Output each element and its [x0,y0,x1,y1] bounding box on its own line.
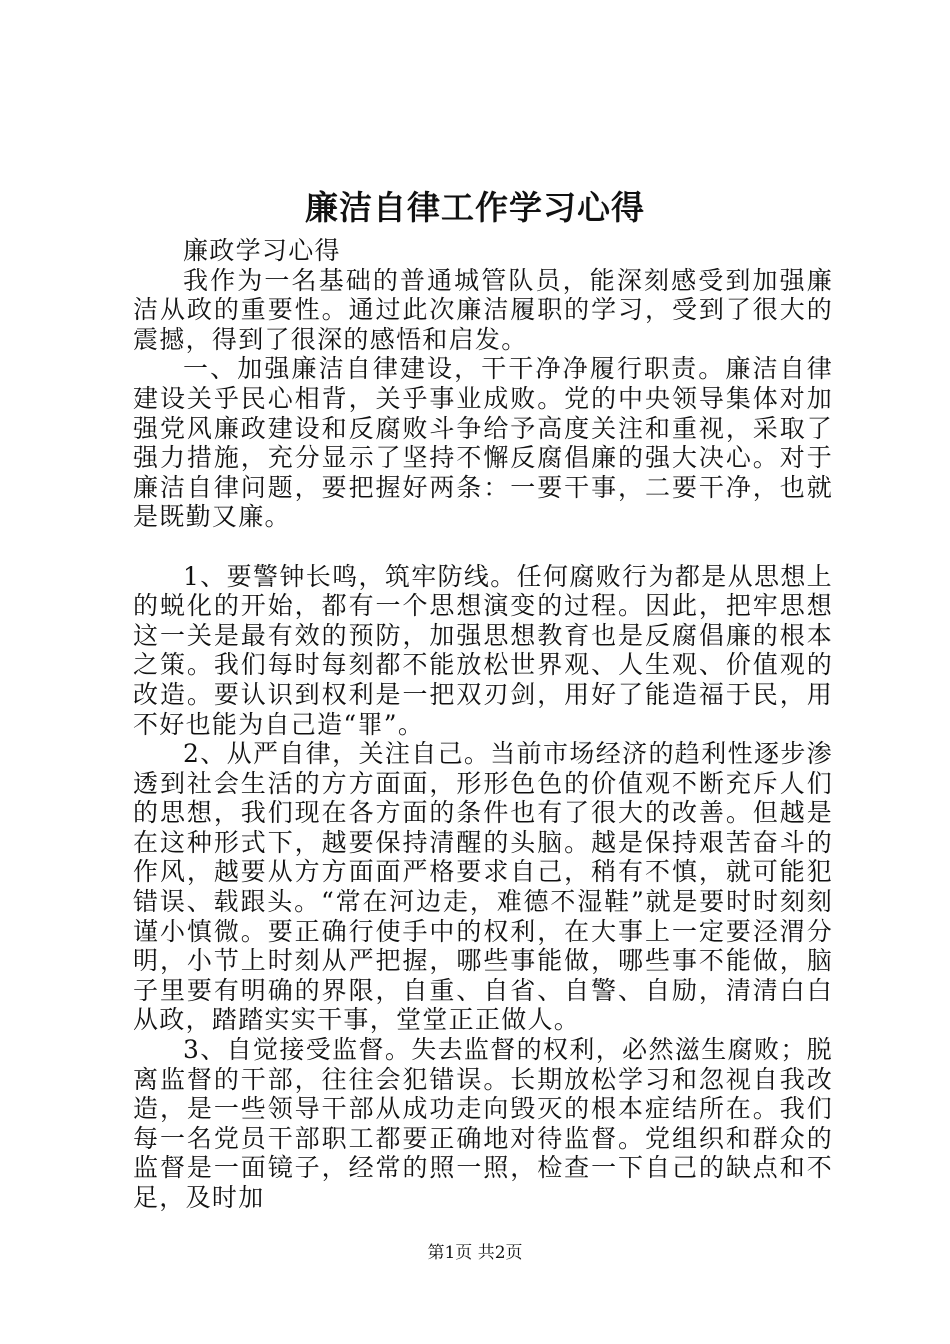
paragraph-point-1: 1、要警钟长鸣，筑牢防线。任何腐败行为都是从思想上的蜕化的开始，都有一个思想演变的过程。因此，把牢思想这一关是最有效的预防，加强思想教育也是反腐倡廉的根本之策。我们每时每刻都不能放松世界观、人生观、价值观的改造。要认识到权利是一把双刃剑，用好了能造福于民，用不好也能为自己造“罪”。 [133,561,833,739]
paragraph-section-1: 一、加强廉洁自律建设，干干净净履行职责。廉洁自律建设关乎民心相背，关乎事业成败。党的中央领导集体对加强党风廉政建设和反腐败斗争给予高度关注和重视，采取了强力措施，充分显示了坚持不懈反腐倡廉的强大决心。对于廉洁自律问题，要把握好两条：一要干事，二要干净，也就是既勤又廉。 [133,354,833,532]
document-title: 廉洁自律工作学习心得 [305,188,645,227]
paragraph-intro: 我作为一名基础的普通城管队员，能深刻感受到加强廉洁从政的重要性。通过此次廉洁履职的学习，受到了很大的震撼，得到了很深的感悟和启发。 [133,265,833,354]
paragraph-point-2: 2、从严自律，关注自己。当前市场经济的趋利性逐步渗透到社会生活的方方面面，形形色色的价值观不断充斥人们的思想，我们现在各方面的条件也有了很大的改善。但越是在这种形式下，越要保持清醒的头脑。越是保持艰苦奋斗的作风，越要从方方面面严格要求自己，稍有不慎，就可能犯错误、载跟头。“常在河边走，难德不湿鞋”就是要时时刻刻谨小慎微。要正确行使手中的权利，在大事上一定要泾渭分明，小节上时刻从严把握，哪些事能做，哪些事不能做，脑子里要有明确的界限，自重、自省、自警、自励，清清白白从政，踏踏实实干事，堂堂正正做人。 [133,739,833,1035]
paragraph-subtitle: 廉政学习心得 [183,236,341,265]
document-body [133,236,833,1213]
paragraph-point-3: 3、自觉接受监督。失去监督的权利，必然滋生腐败；脱离监督的干部，往往会犯错误。长期放松学习和忽视自我改造，是一些领导干部从成功走向毁灭的根本症结所在。我们每一名党员干部职工都要正确地对待监督。党组织和群众的监督是一面镜子，经常的照一照，检查一下自己的缺点和不足，及时加 [133,1035,833,1212]
page-number-footer: 第1页 共2页 [427,1243,523,1263]
